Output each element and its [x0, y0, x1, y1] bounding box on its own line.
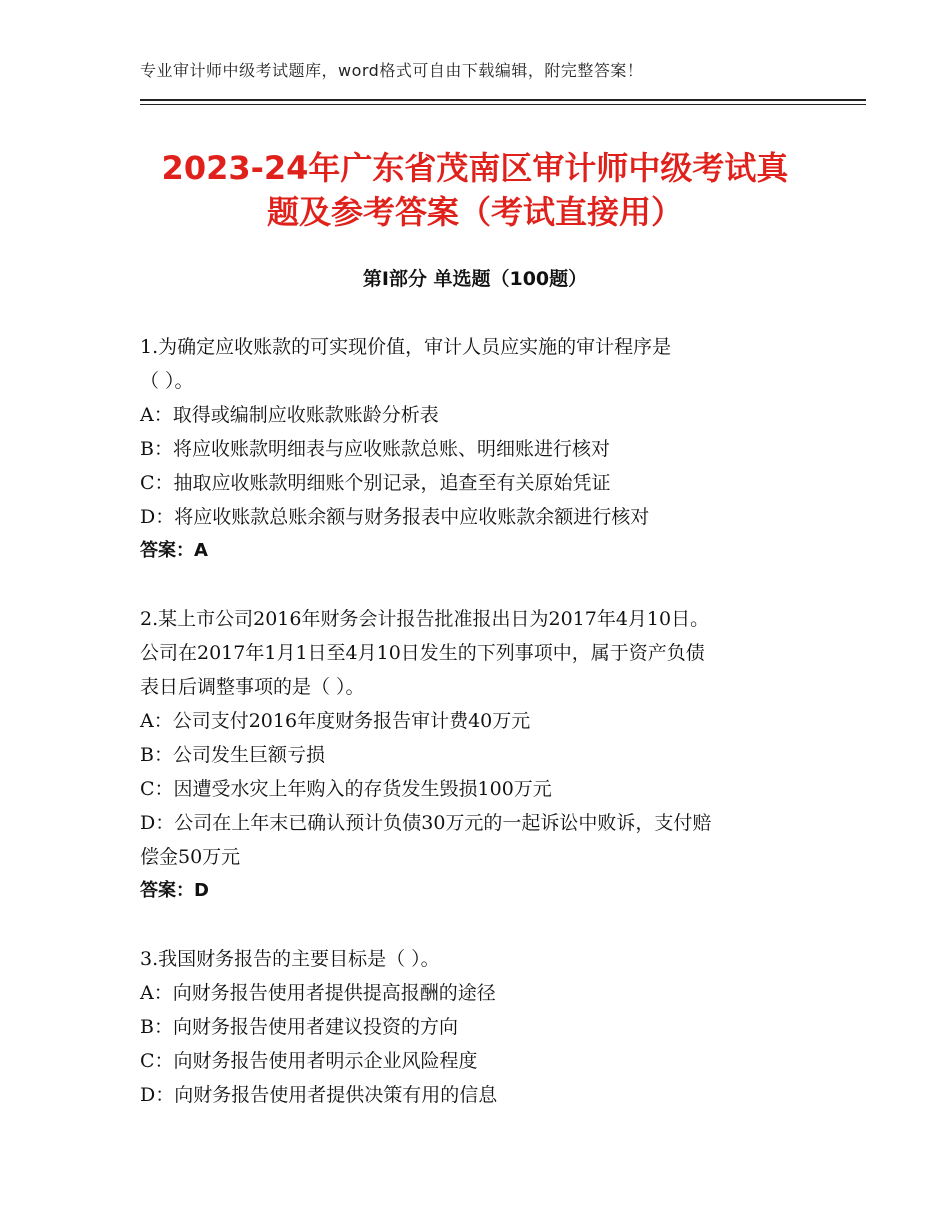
header-note: 专业审计师中级考试题库，word格式可自由下载编辑，附完整答案！ [140, 61, 644, 80]
question-stem: 3.我国财务报告的主要目标是（ ）。 [140, 948, 440, 970]
option-d: D：将应收账款总账余额与财务报表中应收账款余额进行核对 [140, 506, 650, 528]
option-a: A：向财务报告使用者提供提高报酬的途径 [140, 982, 496, 1004]
document-title [100, 146, 850, 234]
header-rule-thin [140, 104, 866, 105]
option-b: B：向财务报告使用者建议投资的方向 [140, 1016, 458, 1038]
option-d-continued: 偿金50万元 [140, 846, 241, 868]
question-list [140, 330, 830, 1112]
question-3 [140, 942, 830, 1112]
answer: 答案：A [140, 540, 208, 561]
question-stem: 1.为确定应收账款的可实现价值，审计人员应实施的审计程序是 [140, 336, 672, 358]
option-a: A：公司支付2016年度财务报告审计费40万元 [140, 710, 531, 732]
spacer [140, 908, 830, 942]
option-b: B：公司发生巨额亏损 [140, 744, 325, 766]
title-line-1: 2023-24年广东省茂南区审计师中级考试真 [161, 149, 789, 187]
question-stem: 2.某上市公司2016年财务会计报告批准报出日为2017年4月10日。 [140, 608, 710, 630]
question-stem: 表日后调整事项的是（ ）。 [140, 676, 365, 698]
answer: 答案：D [140, 880, 209, 901]
question-stem: 公司在2017年1月1日至4月10日发生的下列事项中，属于资产负债 [140, 642, 705, 664]
option-d: D：公司在上年末已确认预计负债30万元的一起诉讼中败诉，支付赔 [140, 812, 712, 834]
question-stem: （ ）。 [140, 370, 194, 392]
spacer [140, 568, 830, 602]
option-c: C：因遭受水灾上年购入的存货发生毁损100万元 [140, 778, 552, 800]
question-1 [140, 330, 830, 568]
title-line-2: 题及参考答案（考试直接用） [266, 193, 683, 231]
header-rule-thick [140, 99, 866, 101]
option-a: A：取得或编制应收账款账龄分析表 [140, 404, 439, 426]
option-c: C：向财务报告使用者明示企业风险程度 [140, 1050, 478, 1072]
question-2 [140, 602, 830, 908]
section-title: 第Ⅰ部分 单选题（100题） [362, 268, 588, 290]
option-d: D：向财务报告使用者提供决策有用的信息 [140, 1084, 498, 1106]
option-c: C：抽取应收账款明细账个别记录，追查至有关原始凭证 [140, 472, 611, 494]
option-b: B：将应收账款明细表与应收账款总账、明细账进行核对 [140, 438, 610, 460]
